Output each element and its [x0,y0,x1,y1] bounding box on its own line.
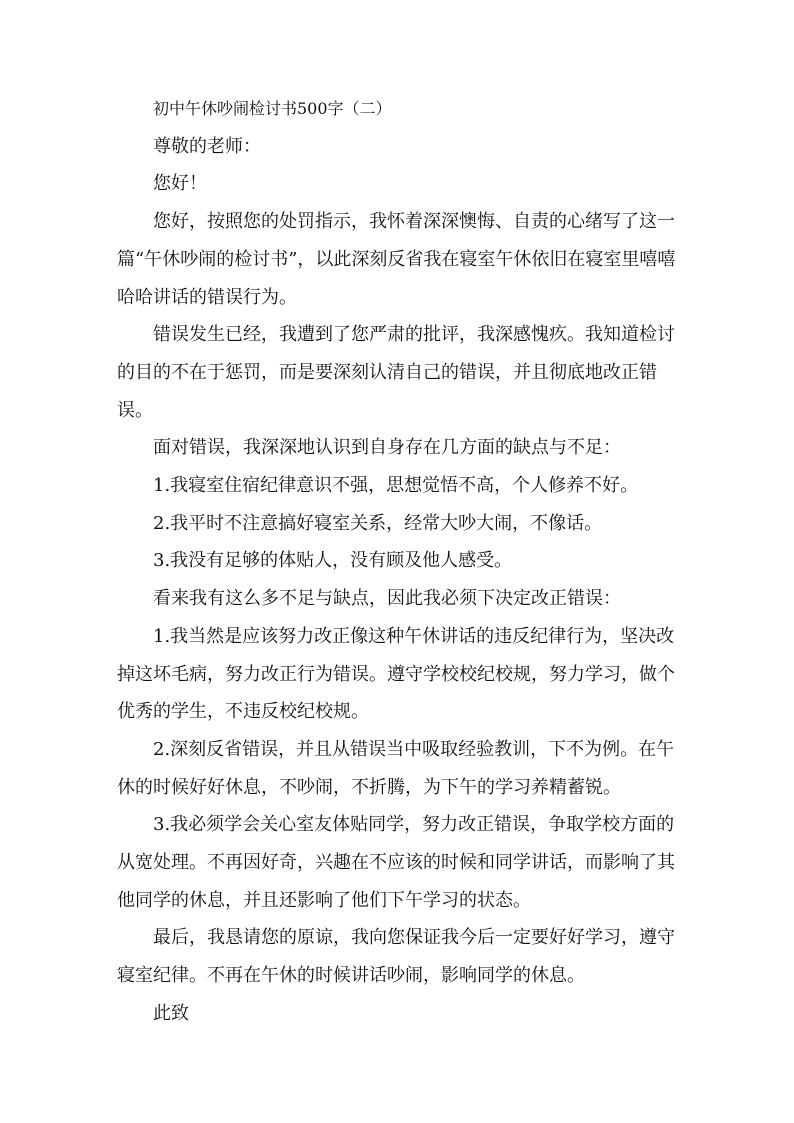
paragraph-criticism: 错误发生已经，我遭到了您严肃的批评，我深感愧疚。我知道检讨的目的不在于惩罚，而是要深刻认清自己的错误，并且彻底地改正错误。 [117,324,675,421]
shortcoming-item-1: 1.我寝室住宿纪律意识不强，思想觉悟不高，个人修养不好。 [153,475,639,497]
closing-regards: 此致 [153,1002,189,1024]
paragraph-shortcomings-heading: 面对错误，我深深地认识到自身存在几方面的缺点与不足： [153,437,621,459]
document-title: 初中午休吵闹检讨书500字（二） [153,99,392,118]
shortcoming-item-3: 3.我没有足够的体贴人，没有顾及他人感受。 [153,550,513,572]
paragraph-resolution-heading: 看来我有这么多不足与缺点，因此我必须下决定改正错误： [153,588,621,610]
greeting: 您好！ [153,173,207,195]
resolution-item-2: 2.深刻反省错误，并且从错误当中吸取经验教训，下不为例。在午休的时候好好休息，不吵闹，不折腾，为下午的学习养精蓄锐。 [117,738,675,798]
shortcoming-item-2: 2.我平时不注意搞好寝室关系，经常大吵大闹，不像话。 [153,512,603,534]
document-body [117,90,680,1033]
resolution-item-1: 1.我当然是应该努力改正像这种午休讲话的违反纪律行为，坚决改掉这坏毛病，努力改正行为错误。遵守学校校纪校规，努力学习，做个优秀的学生，不违反校纪校规。 [117,625,675,723]
resolution-item-3: 3.我必须学会关心室友体贴同学，努力改正错误，争取学校方面的从宽处理。不再因好奇，兴趣在不应该的时候和同学讲话，而影响了其他同学的休息，并且还影响了他们下午学习的状态。 [117,814,675,911]
paragraph-intro: 您好，按照您的处罚指示，我怀着深深懊悔、自责的心绪写了这一篇“午休吵闹的检讨书”，以此深刻反省我在寝室午休依旧在寝室里嘻嘻哈哈讲话的错误行为。 [117,211,676,308]
paragraph-closing: 最后，我恳请您的原谅，我向您保证我今后一定要好好学习，遵守寝室纪律。不再在午休的时候讲话吵闹，影响同学的休息。 [117,927,675,987]
salutation: 尊敬的老师： [153,135,261,157]
